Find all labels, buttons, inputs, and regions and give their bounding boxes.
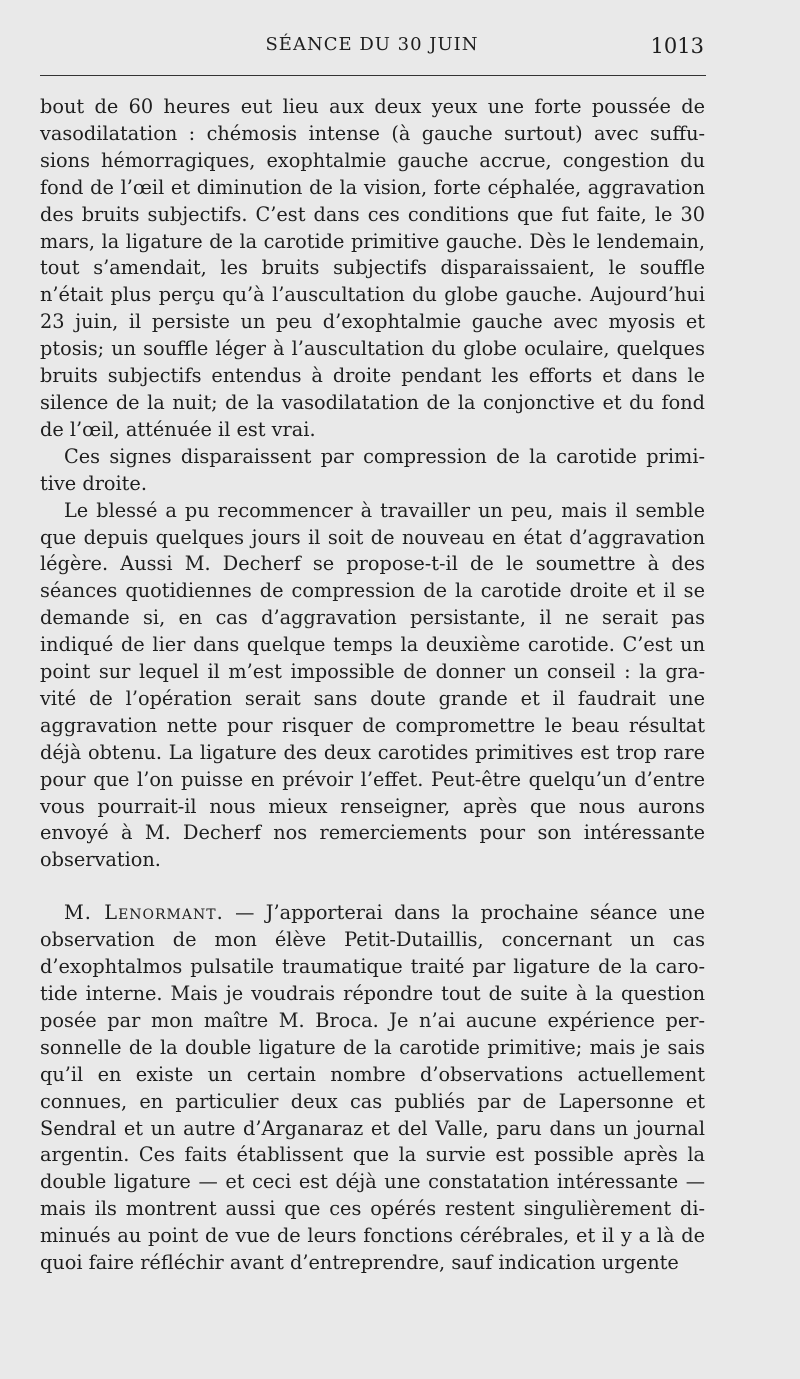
- page-number: 1013: [650, 34, 704, 58]
- paragraph-compression: Ces signes disparaissent par compression de la carotide primitive droite.: [40, 444, 705, 495]
- running-head: [40, 34, 704, 64]
- intervention-text: — J’apporterai dans la prochaine séance une observation de mon élève Petit-Dutaillis, concernant un cas d’exophtalmos pulsatile traumatique traité par ligature de la carotide interne. Mais je voudrais répondre tout de suite à la question posée par mon maître M. Broca. Je n’ai aucune expérience personnelle de la double ligature de la carotide primitive; mais je sais qu’il en existe un certain nombre d’observations actuellement connues, en particulier deux cas publiés par de Lapersonne et Sendral et un autre d’Arganaraz et del Valle, paru dans un journal argentin. Ces faits établissent que la survie est possible après la double ligature — et ceci est déjà une constatation intéressante — mais ils montrent aussi que ces opérés restent singulièrement diminués au point de vue de leurs fonctions cérébrales, et il y a là de quoi faire réfléchir avant d’entreprendre, sauf indication urgente: [40, 901, 705, 1275]
- header-rule: [40, 75, 706, 76]
- speaker-name: M. Lenormant.: [64, 901, 224, 925]
- running-title: SÉANCE DU 30 JUIN: [265, 34, 479, 55]
- paragraph-patient: Le blessé a pu recommencer à travailler un peu, mais il semble que depuis quelques jours il soit de nouveau en état d’aggravation légère. Aussi M. Decherf se propose-t-il de le soumettre à des séances quotidiennes de compression de la carotide droite et il se demande si, en cas d’aggravation persistante, il ne serait pas indiqué de lier dans quelque temps la deuxième carotide. C’est un point sur lequel il m’est impossible de donner un conseil : la gravité de l’opération serait sans doute grande et il faudrait une aggravation nette pour risquer de compromettre le beau résultat déjà obtenu. La ligature des deux carotides primitives est trop rare pour que l’on puisse en prévoir l’effet. Peut-être quelqu’un d’entre vous pourrait-il nous mieux renseigner, après que nous aurons envoyé à M. Decherf nos remerciements pour son intéressante observation.: [40, 498, 705, 872]
- body-text: [40, 94, 705, 1277]
- paragraph-intervention: [40, 900, 705, 1277]
- paragraph-continuation: bout de 60 heures eut lieu aux deux yeux une forte poussée de vasodilatation : chémosis intense (à gauche surtout) avec suffusions hémorragiques, exophtalmie gauche accrue, congestion du fond de l’œil et diminution de la vision, forte céphalée, aggravation des bruits subjectifs. C’est dans ces conditions que fut faite, le 30 mars, la ligature de la carotide primitive gauche. Dès le lendemain, tout s’amendait, les bruits subjectifs disparaissaient, le souffle n’était plus perçu qu’à l’auscultation du globe gauche. Aujourd’hui 23 juin, il persiste un peu d’exophtalmie gauche avec myosis et ptosis; un souffle léger à l’auscultation du globe oculaire, quelques bruits subjectifs entendus à droite pendant les efforts et dans le silence de la nuit; de la vasodilatation de la conjonctive et du fond de l’œil, atténuée il est vrai.: [40, 95, 705, 441]
